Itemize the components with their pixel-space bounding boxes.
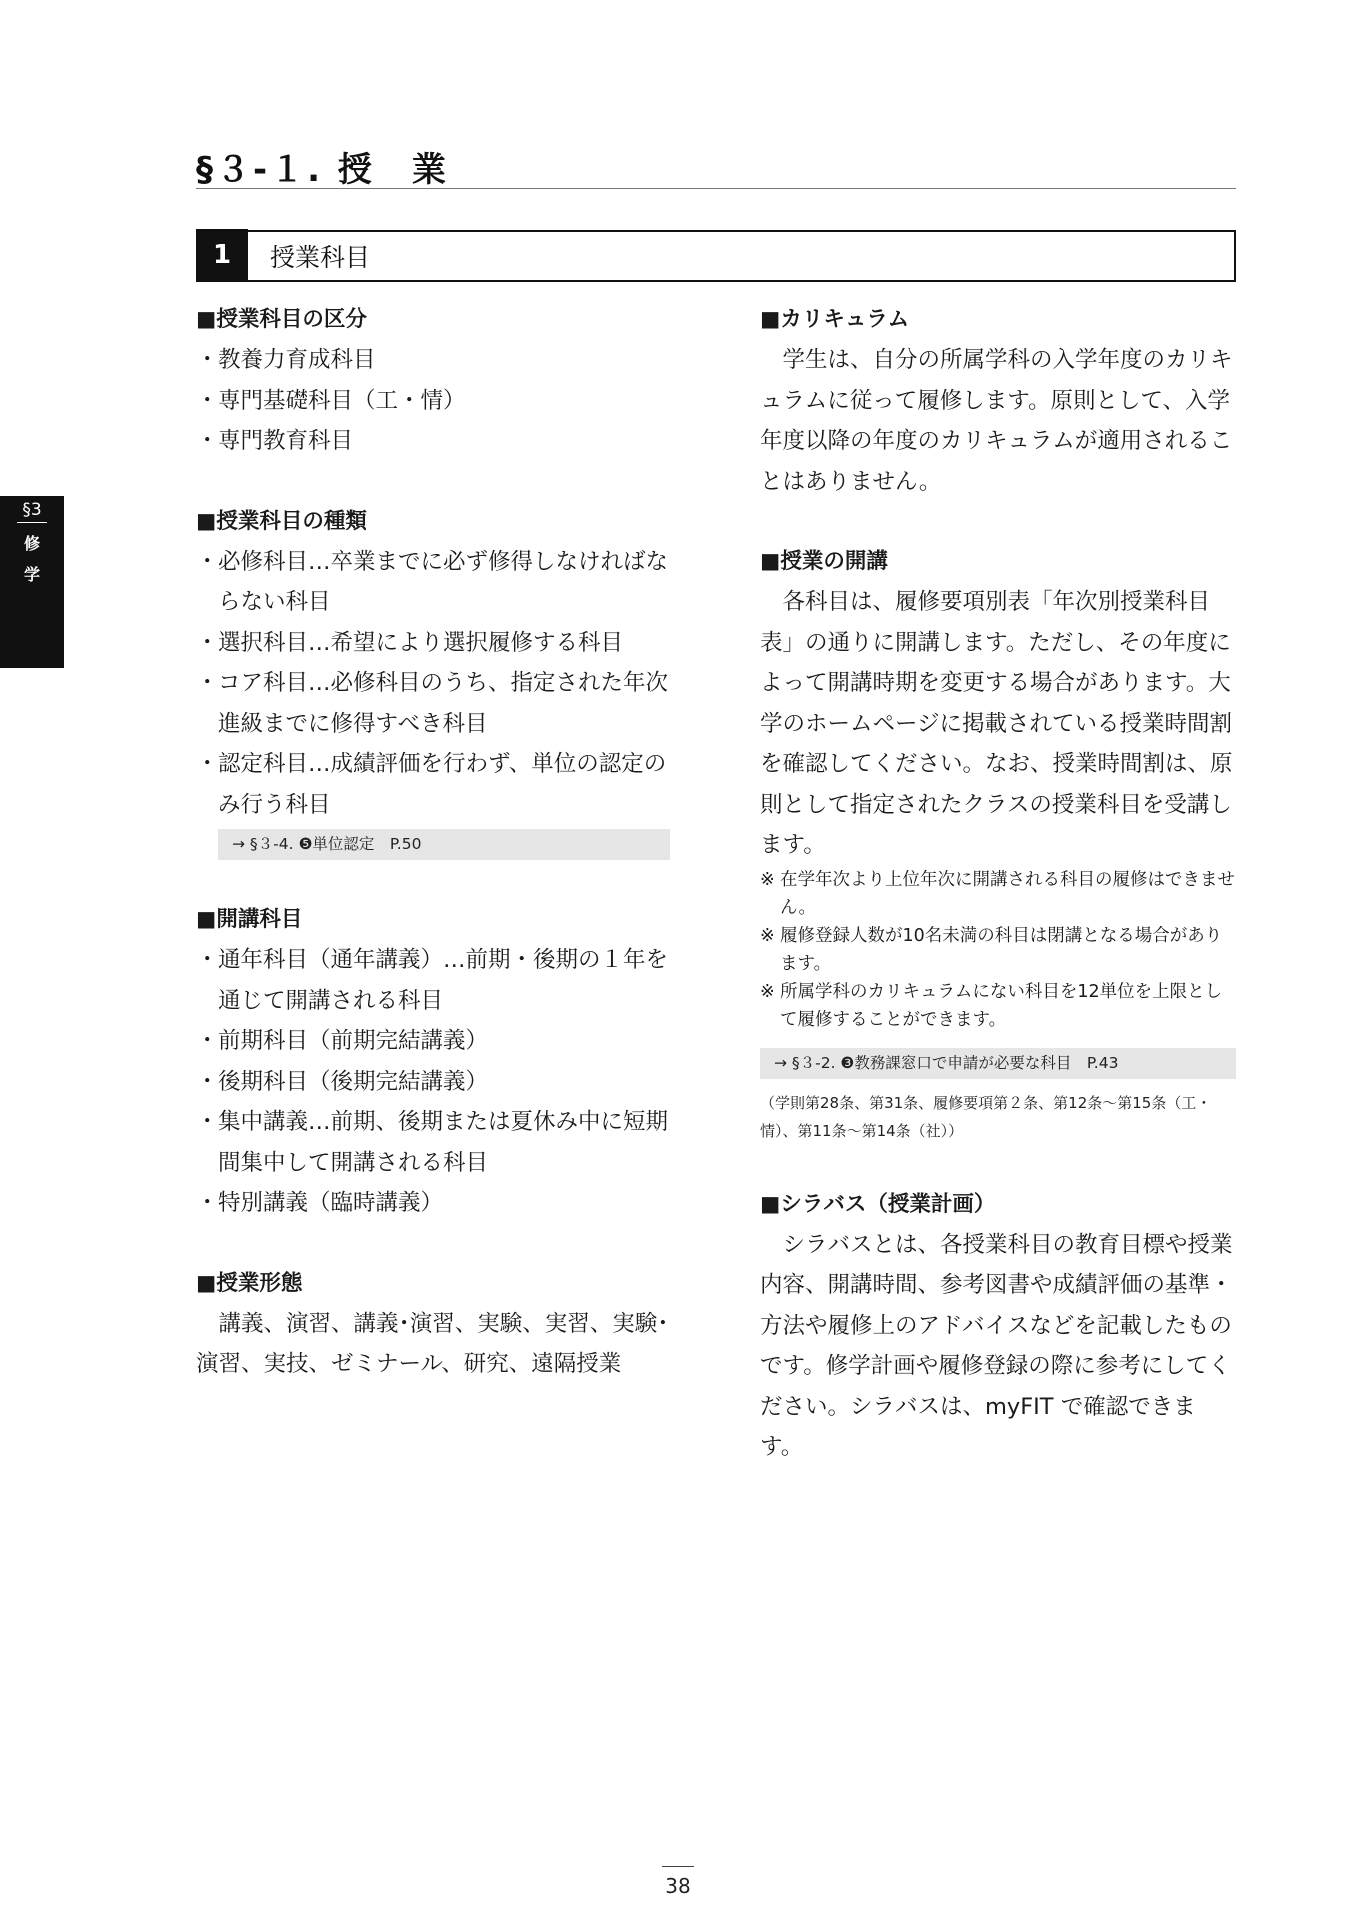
list-item: ・ 特別講義（臨時講義） [196,1190,444,1216]
note: ※ 履修登録人数が10名未満の科目は閉講となる場合があります。 [760,925,1223,974]
side-tab [0,496,64,668]
list-item: ・ 必修科目…卒業までに必ず修得しなければならない科目 [196,548,669,615]
page-title: §３-１. 授 業 [196,150,449,190]
right-column [760,300,1236,1468]
side-tab-char-2: 学 [23,565,40,584]
heading-course-offering: ■授業の開講 [760,549,888,574]
list-item: ・ コア科目…必修科目のうち、指定された年次進級までに修得すべき科目 [196,670,669,737]
list-item: ・ 専門基礎科目（工・情） [196,387,466,414]
heading-class-format: ■授業形態 [196,1270,303,1296]
heading-course-categories: ■授業科目の区分 [196,307,367,332]
section-title: 授業科目 [270,243,371,272]
cross-reference: → §３-4. ❺単位認定 P.50 [218,829,670,860]
section-number: 1 [196,229,248,281]
heading-curriculum: ■カリキュラム [760,307,910,332]
section-header [196,230,1236,282]
left-column [196,300,670,1385]
note: ※ 在学年次より上位年次に開講される科目の履修はできません。 [760,869,1235,918]
list-item: ・ 専門教育科目 [196,428,354,454]
citation: （学則第28条、第31条、履修要項第２条、第12条～第15条（工・情）、第11条～第14条（社）） [760,1093,1212,1140]
side-tab-char-1: 修 [23,534,40,553]
list-item: ・ 認定科目…成績評価を行わず、単位の認定のみ行う科目 [196,751,667,818]
paragraph: 講義、演習、講義･演習、実験、実習、実験･演習、実技、ゼミナール、研究、遠隔授業 [196,1310,669,1377]
list-item: ・ 通年科目（通年講義）…前期・後期の１年を通じて開講される科目 [196,947,669,1014]
page-number: 38 [665,1874,691,1898]
list-item: ・ 教養力育成科目 [196,347,376,373]
side-tab-section: §3 [17,500,47,523]
footer-rule [662,1866,694,1867]
list-item: ・ 集中講義…前期、後期または夏休み中に短期間集中して開講される科目 [196,1109,669,1176]
list-item: ・ 後期科目（後期完結講義） [196,1068,489,1095]
heading-offered-courses: ■開講科目 [196,907,303,932]
list-item: ・ 前期科目（前期完結講義） [196,1028,489,1054]
note: ※ 所属学科のカリキュラムにない科目を12単位を上限として履修することができます。 [760,981,1223,1030]
heading-course-types: ■授業科目の種類 [196,508,367,534]
title-rule [196,188,1236,189]
paragraph: 学生は、自分の所属学科の入学年度のカリキュラムに従って履修します。原則として、入学年度以降の年度のカリキュラムが適用されることはありません。 [760,347,1233,495]
paragraph: 各科目は、履修要項別表「年次別授業科目表」の通りに開講します。ただし、その年度によって開講時期を変更する場合があります。大学のホームページに掲載されている授業時間割を確認してください。なお、授業時間割は、原則として指定されたクラスの授業科目を受講します。 [760,589,1233,858]
heading-syllabus: ■シラバス（授業計画） [760,1191,996,1217]
list-item: ・ 選択科目…希望により選択履修する科目 [196,629,624,656]
paragraph: シラバスとは、各授業科目の教育目標や授業内容、開講時間、参考図書や成績評価の基準・方法や履修上のアドバイスなどを記載したものです。修学計画や履修登録の際に参考にしてください。シラバスは、myFIT で確認できます。 [760,1231,1233,1460]
cross-reference: → §３-2. ❸教務課窓口で申請が必要な科目 P.43 [760,1048,1236,1079]
